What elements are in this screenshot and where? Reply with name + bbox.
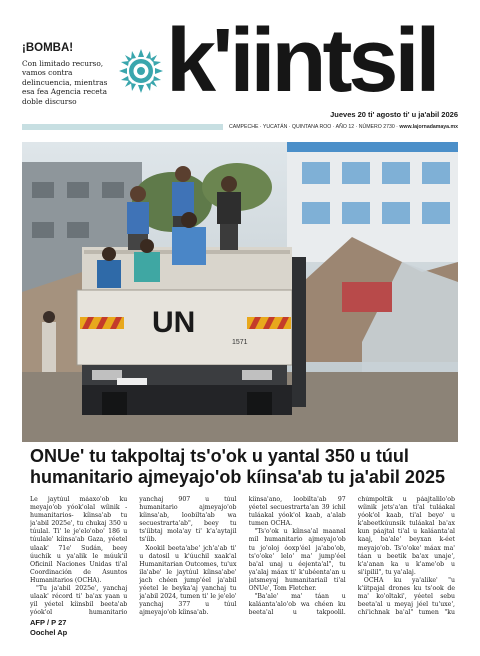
- strip-info: [229, 124, 458, 130]
- paragraph: chúmpoltik u páajtalilo'ob wíinik jets'a'an ti'al tuláakal yóok'ol kaab, ti'al beyo' u k'abeetkúunsik tuláakal ba'ax kun páajtal ti'al u kaláanta'al kaaj, ba'ale' beyxan k-éet meyajo'ob. Ts'o'oke' máax ma' táan u beetik ba'ax unaje', k'a'anan ka u k'ame'ob u si'ipilil", tu ya'alaj.: [357, 496, 455, 576]
- paragraph: "Ts'o'ok u kíinsa'al maanal mil humanitario ajmeyajo'ob tu jo'oloj óoxp'éel ja'abo'ob, ts'o'oke' lelo' ma' jump'éel ba'al unaj u éejenta'al", tu ya'alaj máax ti' k'ubéenta'an u jatsmeyaj humanitariail ti'al ONUe', Tom Fletcher.: [248, 528, 346, 593]
- paragraph: Xookil beeta'abe' jch'a'ab ti' u datosil u k'úuchil xaak'al Humanitarian Outcomes, tu'ux ila'abe' le jaytúul kíinsa'abe' jach chéen jump'éel ja'abil yéetel le beyka'aj yanchaj tu ja'abil 2024, tumen ti' le je'elo' yanchaj 377 u túul ajmeyajo'ob kíinsa'ab.: [139, 544, 237, 616]
- teaser-box[interactable]: [22, 42, 122, 106]
- paragraph: OCHA ku ya'alike' "u k'iitpajal drones ku ts'ook de ma' ko'oltaki', yéetel sebu beeta'al u meyaj jéel tu'uxe', chi'ichnak ba'al" tumen "ku: [357, 576, 455, 616]
- lead-photo: [22, 142, 458, 442]
- photo-credit: Oochel Ap: [30, 628, 68, 637]
- article-column-1: [30, 496, 127, 616]
- photo-illustration: [22, 142, 458, 442]
- strip-regions: CAMPECHE · YUCATÁN · QUINTANA ROO · AÑO 12 · NÚMERO 2730 ·: [229, 124, 398, 130]
- article-headline[interactable]: ONUe' tu takpoltaj ts'o'ok u yantal 350 u túul humanitario ajmeyajo'ob kíinsa'ab tu ja'abil 2025: [30, 446, 445, 487]
- issue-date: Jueves 20 ti' agosto ti' u ja'abil 2026: [330, 110, 458, 119]
- article-column-3: [249, 496, 346, 616]
- teaser-body: Con limitado recurso, vamos contra delincuencia, mientras esa fea Agencia receta doble discurso: [22, 59, 108, 106]
- article-column-4: [358, 496, 455, 616]
- truck-plate: 1571: [232, 339, 248, 346]
- info-strip: [22, 120, 458, 134]
- sun-logo-icon: [118, 48, 164, 94]
- article-column-2: [139, 496, 236, 616]
- paragraph: "Ba'ale' ma' táan u kaláanta'alo'ob wa chéen ku beeta'al u takpoolil.: [248, 593, 346, 616]
- site-url-link[interactable]: www.lajornadamaya.mx: [399, 124, 458, 130]
- paragraph: "Tu ja'abil 2025e', yanchaj ulaak' récord ti' ba'ax yaan u yil yéetel kíinsbil beeta'ab yóok'ol humanitario: [30, 585, 128, 616]
- page-reference[interactable]: AFP / P 27: [30, 618, 67, 627]
- strip-band: [22, 124, 223, 130]
- paragraph: kíinsa'ano, loobilta'ab 97 yéetel secuestrarta'an 39 ichil tuláakal yóok'ol kaab, a'alab tumen OCHA.: [248, 496, 346, 528]
- truck-un-label: UN: [152, 306, 196, 339]
- paragraph: yanchaj 907 u túul humanitario ajmeyajo'ob kíinsa'ab, loobilta'ab wa secuestrarta'ab", beey tu ts'íibtaj mola'ay ti' k'a'aytajil ts'íib.: [139, 496, 237, 544]
- masthead: [0, 0, 480, 140]
- credits: [30, 618, 67, 638]
- paragraph: Le jaytúul máaxo'ob ku meyajo'ob yóok'olal wíinik -humanitarios- kíinsa'ab tu ja'abil 2025e', tu chukaj 350 u túulal. Ti' le je'elo'obo' 186 u túulale' kíinsa'ab Gaza, yéetel ulaak' 71e' Sudán, beey úuchik u ya'alik le múuk'il Oficinil Naciones Unidas ti'al Coordinación de Asuntos Humanitarios (OCHA).: [30, 496, 128, 584]
- teaser-kicker: ¡BOMBA!: [22, 42, 74, 54]
- article-body: [30, 496, 455, 616]
- newspaper-logo[interactable]: k'iintsil: [166, 11, 437, 111]
